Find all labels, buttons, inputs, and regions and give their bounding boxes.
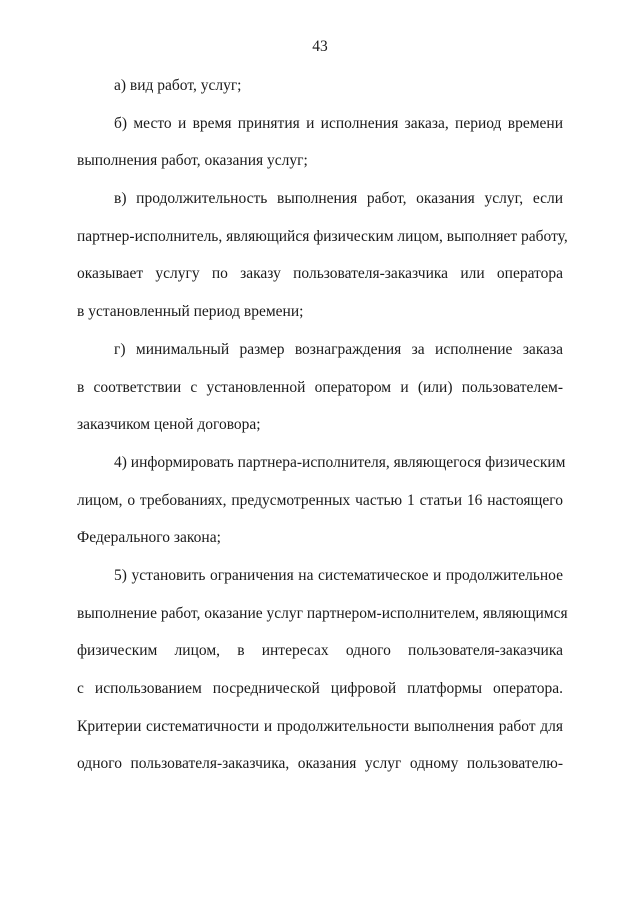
text-line-item-a: а) вид работ, услуг; [114, 77, 242, 94]
text-line: в соответствии с установленной оператором и (или) пользователем- [77, 379, 563, 396]
text-line: заказчиком ценой договора; [77, 416, 261, 433]
text-line-item-v: в) продолжительность выполнения работ, оказания услуг, если [114, 190, 563, 207]
text-line-item-b: б) место и время принятия и исполнения заказа, период времени [114, 115, 563, 132]
page-number: 43 [312, 38, 328, 55]
text-line: в установленный период времени; [77, 303, 304, 320]
text-line-item-5: 5) установить ограничения на систематическое и продолжительное [114, 567, 563, 584]
text-line: партнер-исполнитель, являющийся физическим лицом, выполняет работу, [77, 228, 568, 245]
text-line: с использованием посреднической цифровой платформы оператора. [77, 680, 563, 697]
text-line: оказывает услугу по заказу пользователя-заказчика или оператора [77, 265, 563, 282]
text-line-item-g: г) минимальный размер вознаграждения за исполнение заказа [114, 341, 563, 358]
text-line: Федерального закона; [77, 529, 221, 546]
text-line: лицом, о требованиях, предусмотренных частью 1 статьи 16 настоящего [77, 492, 563, 509]
text-line: физическим лицом, в интересах одного пользователя-заказчика [77, 642, 563, 659]
text-line-item-4: 4) информировать партнера-исполнителя, являющегося физическим [114, 454, 566, 471]
text-line: выполнения работ, оказания услуг; [77, 152, 308, 169]
text-line: Критерии систематичности и продолжительности выполнения работ для [77, 718, 563, 735]
text-line: одного пользователя-заказчика, оказания услуг одному пользователю- [77, 755, 563, 772]
text-line: выполнение работ, оказание услуг партнером-исполнителем, являющимся [77, 605, 568, 622]
